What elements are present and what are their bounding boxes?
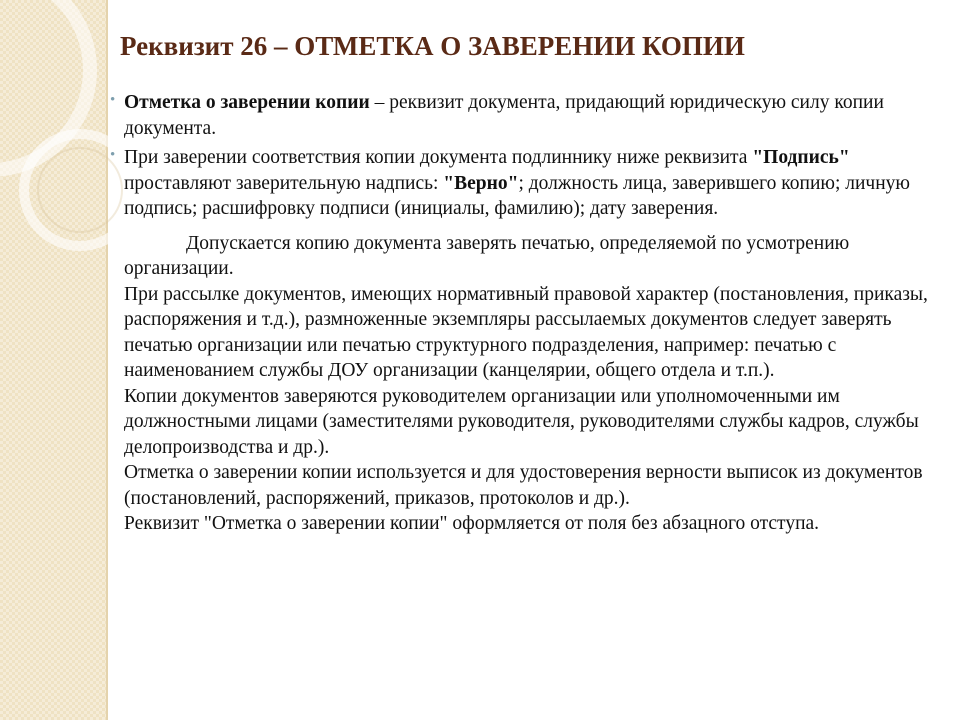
paragraph-authorized: Копии документов заверяются руководителем организации или уполномоченными им должностными лицами (заместителями руководителя, руководителями службы кадров, службы делопроизводства и др.). (124, 385, 919, 458)
bullet-definition (110, 90, 940, 141)
definition-text: – реквизит документа, придающий юридическую силу копии документа. (124, 92, 884, 139)
definition-term: Отметка о заверении копии (124, 92, 370, 113)
paragraph-stamp: Допускается копию документа заверять печатью, определяемой по усмотрению организации. (124, 232, 850, 279)
certification-term-verno: "Верно" (443, 172, 519, 194)
certification-text-part1: При заверении соответствия копии документа подлиннику ниже реквизита (124, 147, 753, 168)
certification-term-signature: "Подпись" (752, 147, 850, 168)
slide-title: Реквизит 26 – ОТМЕТКА О ЗАВЕРЕНИИ КОПИИ (120, 31, 745, 61)
paragraph-format: Реквизит "Отметка о заверении копии" оформляется от поля без абзацного отступа. (124, 513, 820, 534)
certification-text-part3: ; должность лица, заверившего копию; личную подпись; расшифровку подписи (инициалы, фамилию); дату заверения. (124, 172, 910, 219)
bullet-certification (110, 145, 940, 222)
paragraph-distribution: При рассылке документов, имеющих нормативный правовой характер (постановления, приказы, распоряжения и т.д.), размноженные экземпляры рассылаемых документов следует заверять печатью организации или печатью структурного подразделения, например: печатью с наименованием службы ДОУ организации (канцелярии, общего отдела и т.п.). (124, 283, 928, 381)
bullet-dot-icon: • (110, 92, 116, 108)
certification-text-part2: проставляют заверительную надпись: (124, 172, 444, 194)
paragraph-extracts: Отметка о заверении копии используется и для удостоверения верности выписок из документов (постановлений, распоряжений, приказов, протоколов и др.). (124, 462, 923, 509)
slide-content (110, 90, 940, 537)
bullet-dot-icon: • (110, 147, 116, 163)
